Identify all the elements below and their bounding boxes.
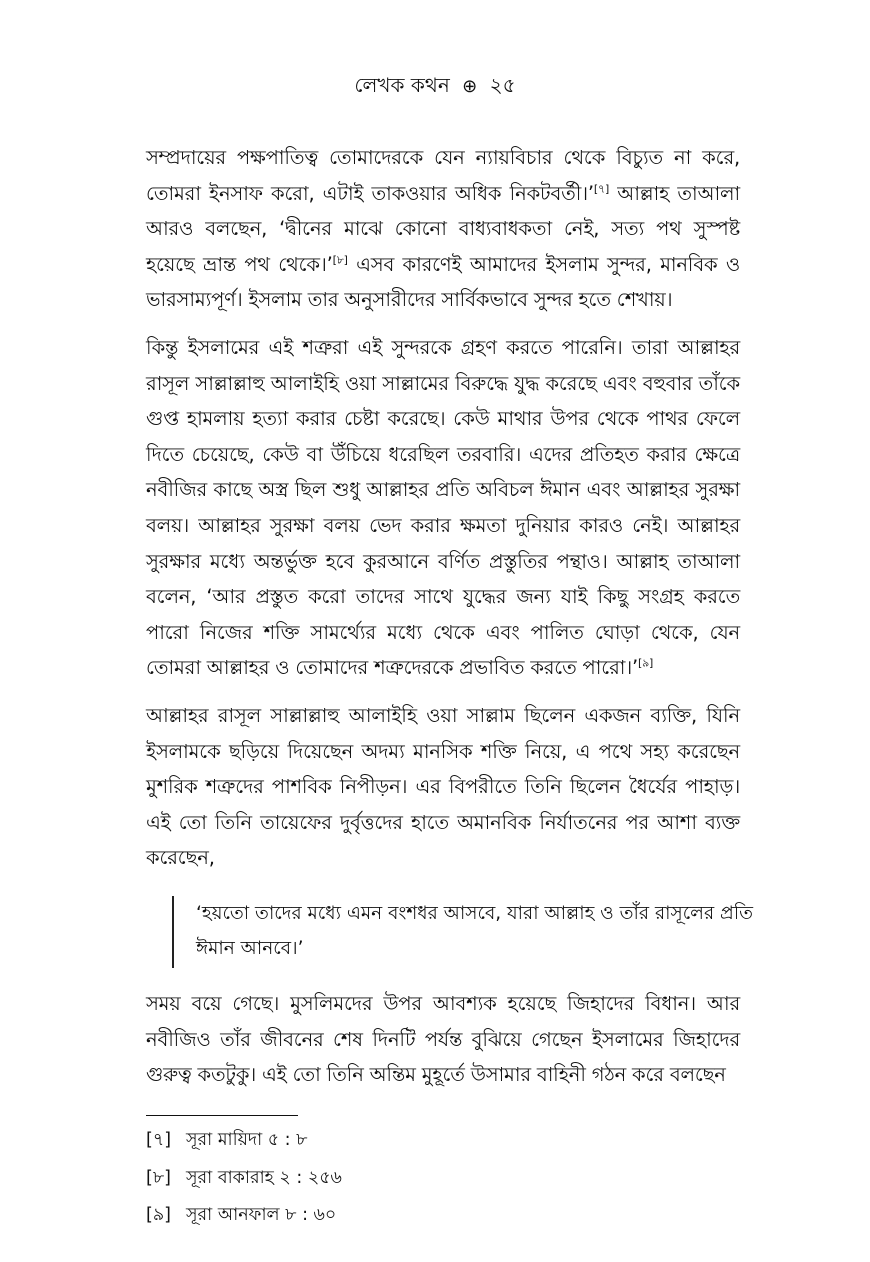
page-number: ২৫ <box>489 73 516 97</box>
paragraph-1-text-2: আল্লাহ তাআলা আরও বলছেন, ‘দ্বীনের মাঝে কোনো বাধ্যবাধকতা নেই, সত্য পথ সুস্পষ্ট হয়েছে ভ্রান্ত পথ থেকে।’ <box>146 181 741 276</box>
paragraph-1 <box>146 140 740 318</box>
running-title: লেখক কথন <box>354 73 450 97</box>
footnote-7 <box>146 1122 740 1160</box>
block-quote <box>172 896 756 968</box>
footnote-text: সূরা মায়িদা ৫ : ৮ <box>186 1130 308 1150</box>
footnote-ref-7[interactable]: [৭] <box>593 182 610 196</box>
paragraph-1-text: সম্প্রদায়ের পক্ষপাতিত্ব তোমাদেরকে যেন ন্যায়বিচার থেকে বিচ্যুত না করে, তোমরা ইনসাফ করো, এটাই তাকওয়ার অধিক নিকটবর্তী।’ <box>146 146 740 205</box>
footnote-text: সূরা বাকারাহ ২ : ২৫৬ <box>186 1167 342 1188</box>
paragraph-1-text-3: এসব কারণেই আমাদের ইসলাম সুন্দর, মানবিক ও ভারসাম্যপূর্ণ। ইসলাম তার অনুসারীদের সার্বিকভাবে সুন্দর হতে শেখায়। <box>146 252 740 312</box>
footnote-divider <box>146 1115 298 1116</box>
closing-section <box>146 986 740 1105</box>
footnote-8 <box>146 1160 740 1198</box>
footnotes <box>146 1122 740 1235</box>
paragraph-4: সময় বয়ে গেছে। মুসলিমদের উপর আবশ্যক হয়েছে জিহাদের বিধান। আর নবীজিও তাঁর জীবনের শেষ দিনটি পর্যন্ত বুঝিয়ে গেছেন ইসলামের জিহাদের গুরুত্ব কতটুকু। এই তো তিনি অন্তিম মুহূর্তে উসামার বাহিনী গঠন করে বলছেন <box>146 992 740 1087</box>
paragraph-3-text: আল্লাহর রাসূল সাল্লাল্লাহু আলাইহি ওয়া সাল্লাম ছিলেন একজন ব্যক্তি, যিনি ইসলামকে ছড়িয়ে দিয়েছেন অদম্য মানসিক শক্তি নিয়ে, এ পথে সহ্য করেছেন মুশরিক শত্রুদের পাশবিক নিপীড়ন। এর বিপরীতে তিনি ছিলেন ধৈর্যের পাহাড়। এই তো তিনি তায়েফের দুর্বৃত্তদের হাতে অমানবিক নির্যাতনের পর আশা ব্যক্ত করেছেন, <box>146 703 740 870</box>
footnote-number: [৯] <box>146 1205 172 1225</box>
footnote-number: [৮] <box>146 1167 172 1188</box>
footnote-ref-9[interactable]: [৯] <box>638 656 654 670</box>
separator-icon: ⊕ <box>462 76 478 97</box>
page-header <box>0 70 870 102</box>
paragraph-3 <box>146 698 740 876</box>
footnote-number: [৭] <box>146 1130 172 1150</box>
body-text <box>146 140 740 888</box>
paragraph-2-text: কিন্তু ইসলামের এই শত্রুরা এই সুন্দরকে গ্রহণ করতে পারেনি। তারা আল্লাহর রাসূল সাল্লাল্লাহু আলাইহি ওয়া সাল্লামের বিরুদ্ধে যুদ্ধ করেছে এবং বহুবার তাঁকে গুপ্ত হামলায় হত্যা করার চেষ্টা করেছে। কেউ মাথার উপর থেকে পাথর ফেলে দিতে চেয়েছে, কেউ বা উঁচিয়ে ধরেছিল তরবারি। এদের প্রতিহত করার ক্ষেত্রে নবীজির কাছে অস্ত্র ছিল শুধু আল্লাহর প্রতি অবিচল ঈমান এবং আল্লাহর সুরক্ষা বলয়। আল্লাহর সুরক্ষা বলয় ভেদ করার ক্ষমতা দুনিয়ার কারও নেই। আল্লাহর সুরক্ষার মধ্যে অন্তর্ভুক্ত হবে কুরআনে বর্ণিত প্রস্তুতির পন্থাও। আল্লাহ তাআলা বলেন, ‘আর প্রস্তুত করো তাদের সাথে যুদ্ধের জন্য যাই কিছু সংগ্রহ করতে পারো নিজের শক্তি সামর্থ্যের মধ্যে থেকে এবং পালিত ঘোড়া থেকে, যেন তোমরা আল্লাহর ও তোমাদের শত্রুদেরকে প্রভাবিত করতে পারো।’ <box>146 335 740 680</box>
footnote-9 <box>146 1197 740 1235</box>
quote-text: ‘হয়তো তাদের মধ্যে এমন বংশধর আসবে, যারা আল্লাহ ও তাঁর রাসূলের প্রতি ঈমান আনবে।’ <box>196 903 753 959</box>
footnote-ref-8[interactable]: [৮] <box>332 253 348 267</box>
footnote-text: সূরা আনফাল ৮ : ৬০ <box>186 1205 337 1225</box>
paragraph-2 <box>146 330 740 686</box>
